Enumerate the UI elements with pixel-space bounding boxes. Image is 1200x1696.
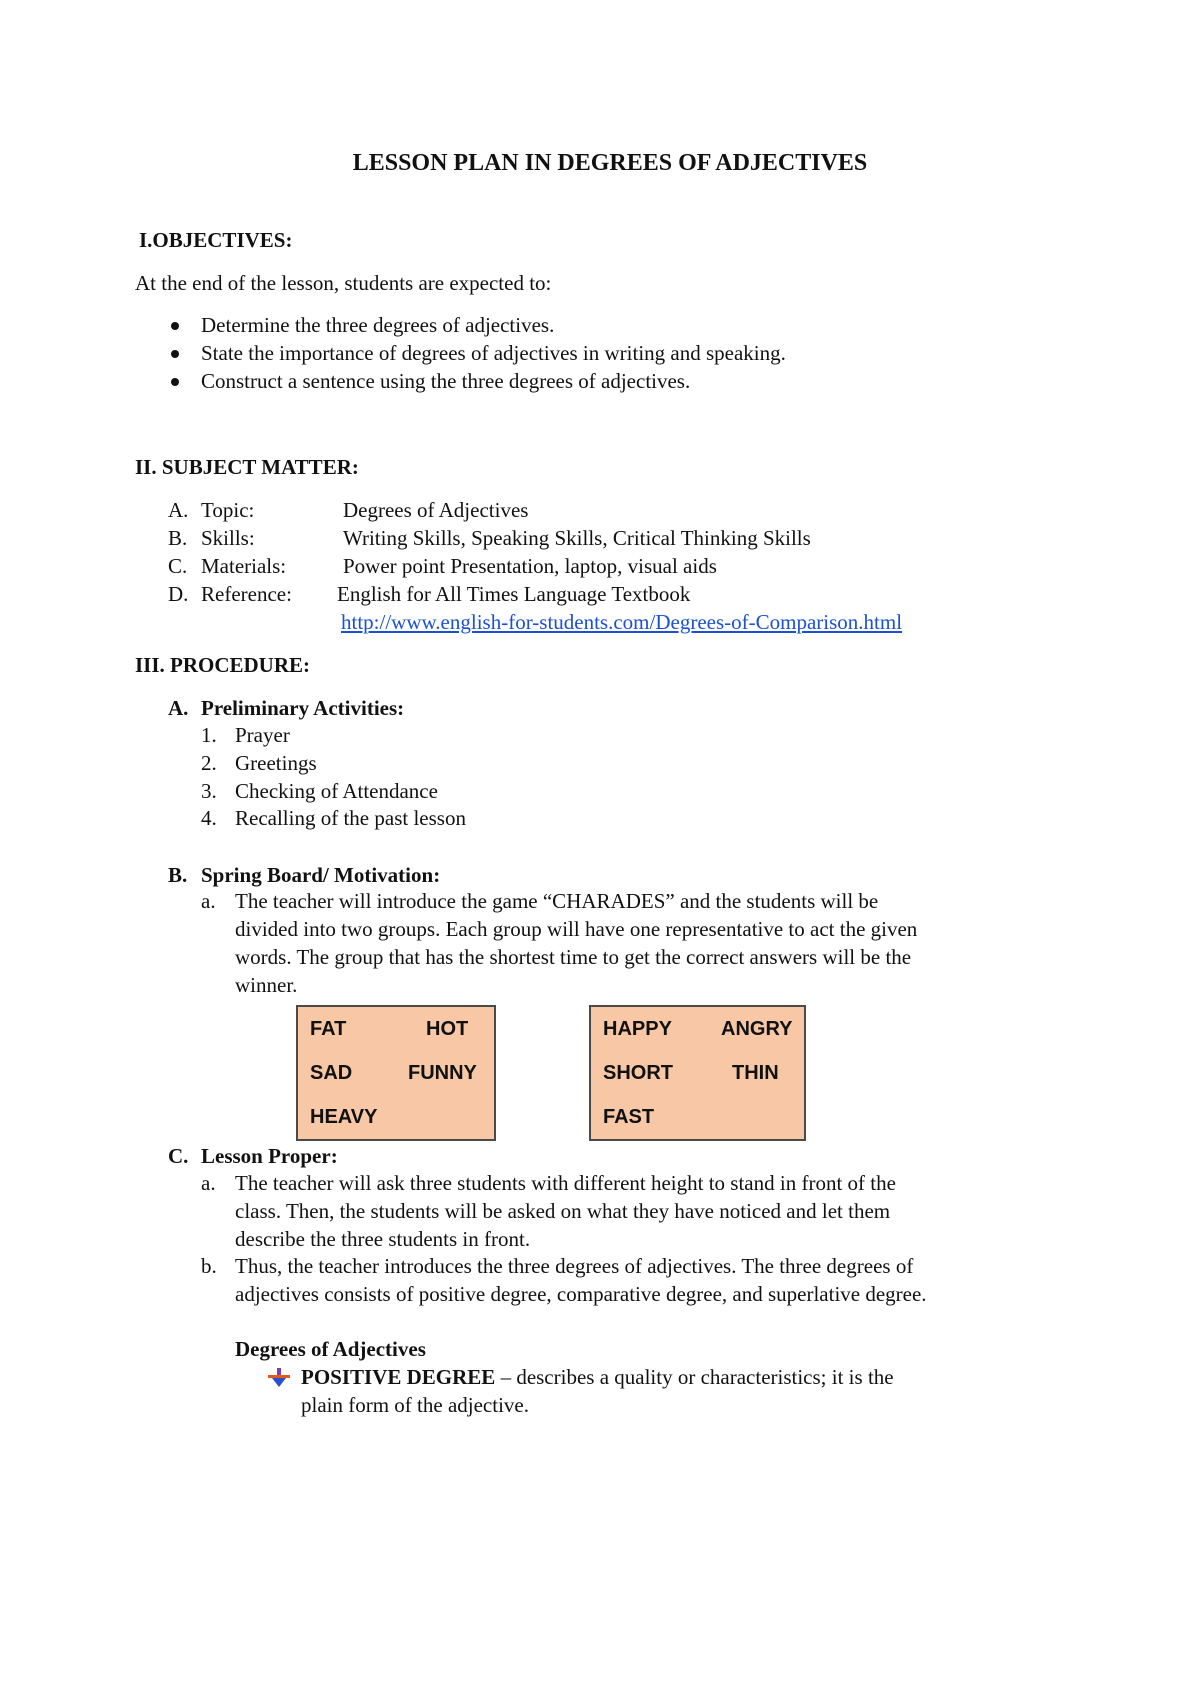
bullet-icon [171, 378, 179, 386]
motivation-line: The teacher will introduce the game “CHARADES” and the students will be [235, 889, 879, 913]
motivation-line: winner. [235, 973, 298, 997]
list-item: Recalling of the past lesson [235, 806, 466, 830]
lesson-line: The teacher will ask three students with different height to stand in front of the [235, 1171, 896, 1195]
item-letter: b. [201, 1254, 217, 1278]
section-letter: B. [168, 863, 188, 887]
charade-word: HAPPY [603, 1018, 672, 1040]
charade-word: ANGRY [721, 1018, 793, 1040]
list-number: 1. [201, 723, 217, 747]
bullet-icon [171, 350, 179, 358]
positive-degree-desc-cont: plain form of the adjective. [301, 1393, 529, 1417]
item-letter: a. [201, 1171, 216, 1195]
subject-matter-heading: II. SUBJECT MATTER: [135, 455, 359, 479]
procedure-heading: III. PROCEDURE: [135, 653, 311, 677]
objective-item: Construct a sentence using the three degrees of adjectives. [201, 369, 691, 393]
lesson-proper-heading: Lesson Proper: [201, 1144, 338, 1168]
subject-row-letter: B. [168, 526, 188, 550]
subject-row-label: Topic: [201, 498, 255, 522]
charade-word: FAT [310, 1018, 347, 1040]
positive-degree-line [301, 1362, 894, 1392]
preliminary-heading: Preliminary Activities: [201, 696, 405, 720]
page-title: LESSON PLAN IN DEGREES OF ADJECTIVES [352, 150, 868, 176]
subject-row-value: Writing Skills, Speaking Skills, Critical Thinking Skills [343, 526, 811, 550]
list-item: Greetings [235, 751, 317, 775]
list-item: Checking of Attendance [235, 779, 438, 803]
list-number: 3. [201, 779, 217, 803]
charades-word-box [296, 1005, 496, 1141]
charade-word: FAST [603, 1106, 655, 1128]
charades-word-box [589, 1005, 806, 1141]
charade-word: FUNNY [408, 1062, 477, 1084]
objective-item: Determine the three degrees of adjectives. [201, 313, 555, 337]
subject-row-value: English for All Times Language Textbook [337, 582, 691, 606]
lesson-line: describe the three students in front. [235, 1227, 531, 1251]
objectives-intro: At the end of the lesson, students are expected to: [135, 271, 552, 295]
charade-word: HEAVY [310, 1106, 378, 1128]
charade-word: SAD [310, 1062, 353, 1084]
lesson-line: Thus, the teacher introduces the three degrees of adjectives. The three degrees of [235, 1254, 914, 1278]
list-number: 2. [201, 751, 217, 775]
charade-word: HOT [426, 1018, 469, 1040]
charade-word: SHORT [603, 1062, 673, 1084]
subject-row-label: Reference: [201, 582, 292, 606]
bullet-icon [171, 322, 179, 330]
motivation-line: words. The group that has the shortest time to get the correct answers will be the [235, 945, 912, 969]
subject-row-label: Skills: [201, 526, 255, 550]
lesson-line: adjectives consists of positive degree, comparative degree, and superlative degree. [235, 1282, 927, 1306]
positive-degree-desc: – describes a quality or characteristics; it is the [495, 1365, 894, 1389]
motivation-heading: Spring Board/ Motivation: [201, 863, 441, 887]
lesson-line: class. Then, the students will be asked on what they have noticed and let them [235, 1199, 891, 1223]
arrow-bullet-icon [268, 1368, 290, 1388]
objectives-heading: I.OBJECTIVES: [139, 228, 293, 252]
subject-row-letter: C. [168, 554, 188, 578]
list-number: 4. [201, 806, 217, 830]
subject-row-value: Power point Presentation, laptop, visual aids [343, 554, 717, 578]
degrees-heading: Degrees of Adjectives [235, 1337, 426, 1361]
motivation-line: divided into two groups. Each group will have one representative to act the given [235, 917, 918, 941]
item-letter: a. [201, 889, 216, 913]
section-letter: A. [168, 696, 189, 720]
subject-row-label: Materials: [201, 554, 287, 578]
charade-word: THIN [732, 1062, 779, 1084]
reference-link[interactable]: http://www.english-for-students.com/Degrees-of-Comparison.html [341, 610, 903, 634]
subject-row-letter: D. [168, 582, 189, 606]
subject-row-letter: A. [168, 498, 189, 522]
section-letter: C. [168, 1144, 189, 1168]
subject-row-value: Degrees of Adjectives [343, 498, 529, 522]
positive-degree-term: POSITIVE DEGREE [301, 1365, 496, 1389]
list-item: Prayer [235, 723, 290, 747]
objective-item: State the importance of degrees of adjectives in writing and speaking. [201, 341, 786, 365]
